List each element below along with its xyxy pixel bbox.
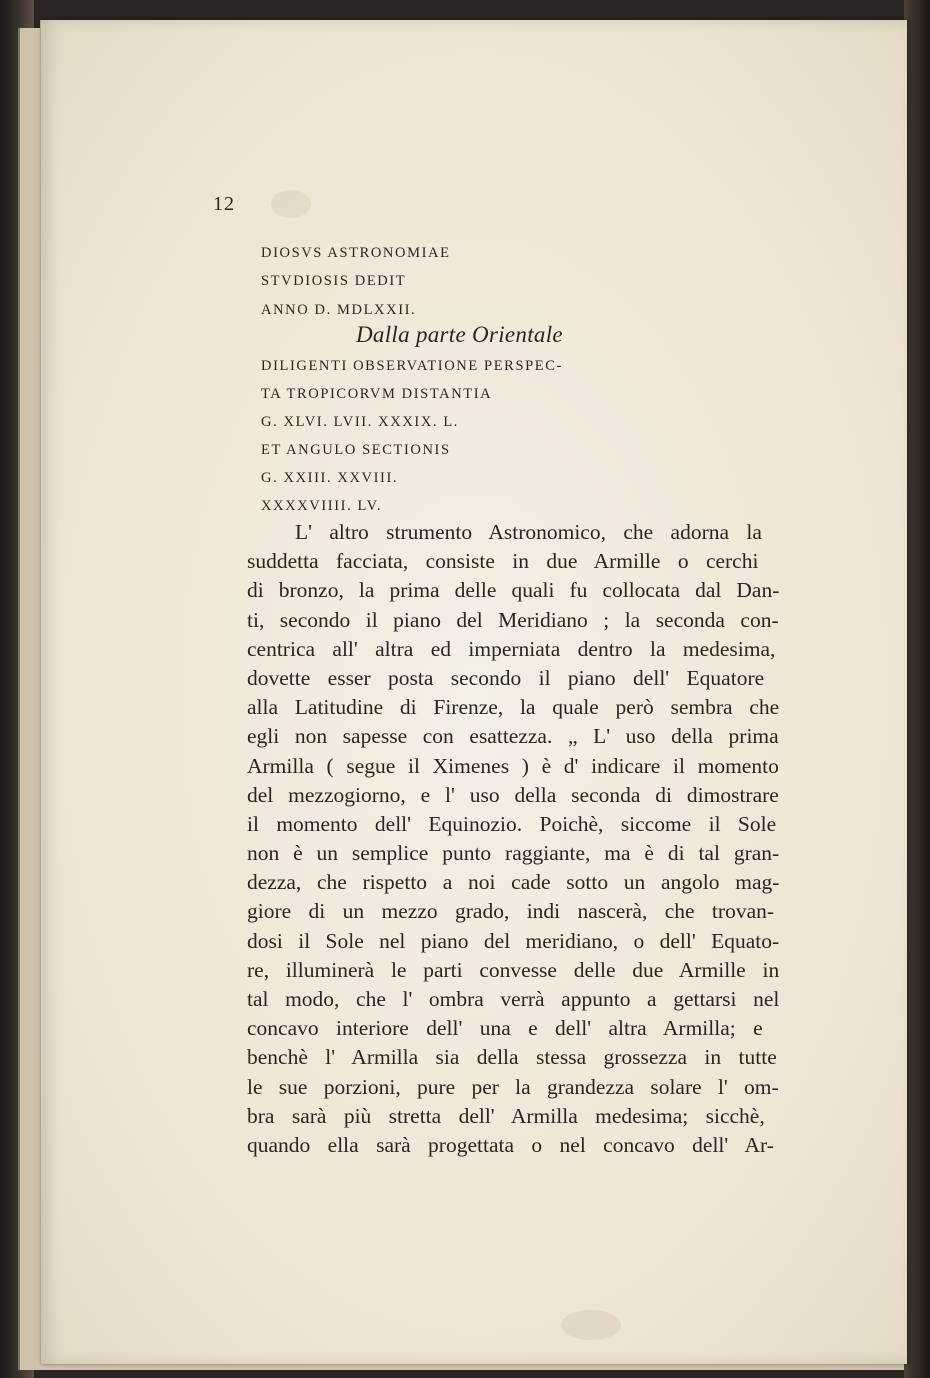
paper-stain — [271, 190, 311, 218]
text-line: bra sarà più stretta dell' Armilla medesima; sicchè, — [247, 1103, 765, 1128]
text-line: re, illuminerà le parti convesse delle due Armille in — [247, 957, 780, 982]
paper-stain — [561, 1310, 621, 1340]
text-line: suddetta facciata, consiste in due Armille o cerchi — [247, 549, 759, 574]
body-paragraph — [247, 518, 779, 1160]
inscription-line: ET ANGULO SECTIONIS — [261, 442, 451, 458]
page-number: 12 — [213, 193, 235, 215]
inscription-line: XXXXVIIII. LV. — [261, 498, 383, 514]
text-line: giore di un mezzo grado, indi nascerà, che trovan- — [247, 899, 775, 924]
text-line: tal modo, che l' ombra verrà appunto a gettarsi nel — [247, 987, 780, 1011]
text-line: dovette esser posta secondo il piano dell' Equatore — [247, 665, 765, 690]
text-line: Armilla ( segue il Ximenes ) è d' indicare il momento — [247, 753, 779, 778]
text-line: del mezzogiorno, e l' uso della seconda di dimostrare — [247, 782, 779, 807]
text-line: il momento dell' Equinozio. Poichè, siccome il Sole — [247, 811, 777, 836]
text-line: egli non sapesse con esattezza. „ L' uso della prima — [247, 724, 779, 749]
text-line: L' altro strumento Astronomico, che adorna la — [295, 520, 762, 544]
inscription-line: STVDIOSIS DEDIT — [261, 273, 407, 289]
inscription-line: ANNO D. MDLXXII. — [261, 302, 417, 318]
text-line: dosi il Sole nel piano del meridiano, o dell' Equato- — [247, 928, 780, 953]
text-line: ti, secondo il piano del Meridiano ; la seconda con- — [247, 607, 779, 632]
inscription-line: G. XXIII. XXVIII. — [261, 470, 399, 486]
inscription-line: G. XLVI. LVII. XXXIX. L. — [261, 414, 460, 430]
text-line: concavo interiore dell' una e dell' altra Armilla; e — [247, 1016, 763, 1041]
background-edge — [904, 0, 930, 1378]
text-line: dezza, che rispetto a noi cade sotto un angolo mag- — [247, 870, 780, 895]
text-line: centrica all' altra ed imperniata dentro la medesima, — [247, 636, 776, 661]
text-line: quando ella sarà progettata o nel concavo dell' Ar- — [247, 1132, 774, 1157]
text-line: le sue porzioni, pure per la grandezza solare l' om- — [247, 1074, 779, 1099]
text-line: di bronzo, la prima delle quali fu collocata dal Dan- — [247, 578, 780, 603]
inscription-line: DIOSVS ASTRONOMIAE — [261, 245, 451, 261]
text-line: non è un semplice punto raggiante, ma è di tal gran- — [247, 841, 780, 866]
inscription-line: DILIGENTI OBSERVATIONE PERSPEC- — [261, 358, 563, 374]
section-heading: Dalla parte Orientale — [356, 322, 563, 347]
text-line: benchè l' Armilla sia della stessa grossezza in tutte — [247, 1045, 777, 1070]
inscription-line: TA TROPICORVM DISTANTIA — [261, 386, 493, 402]
text-line: alla Latitudine di Firenze, la quale però sembra che — [247, 695, 780, 720]
